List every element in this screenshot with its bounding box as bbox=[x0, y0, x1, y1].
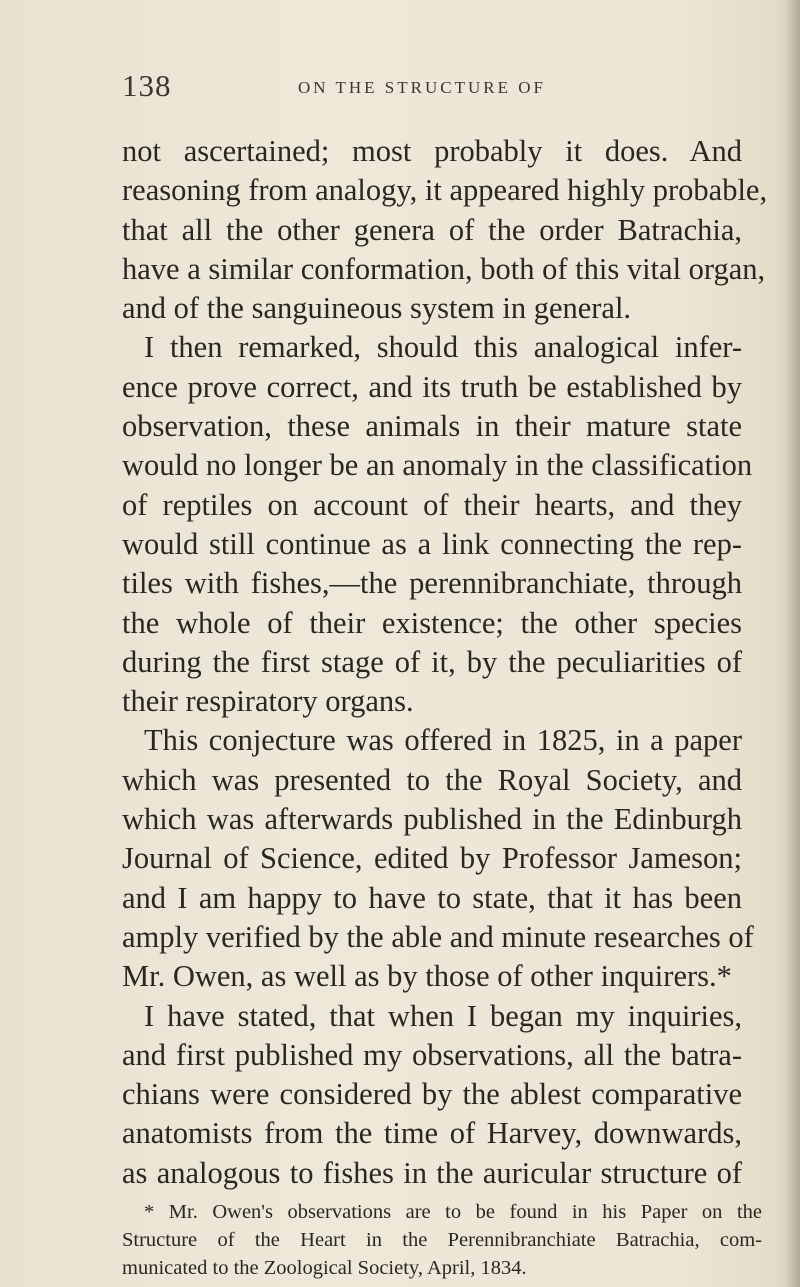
text-line: that all the other genera of the order Batrachia, bbox=[122, 212, 742, 247]
text-line: tiles with fishes,—the perennibranchiate, through bbox=[122, 566, 742, 601]
text-line: and I am happy to have to state, that it has been bbox=[122, 880, 742, 915]
text-line: which was afterwards published in the Edinburgh bbox=[122, 802, 742, 837]
text-line: ence prove correct, and its truth be established by bbox=[122, 369, 742, 404]
text-line: which was presented to the Royal Society, and bbox=[122, 762, 742, 797]
page-header bbox=[122, 68, 596, 108]
text-line: and of the sanguineous system in general. bbox=[122, 291, 632, 326]
footnote-line: * Mr. Owen's observations are to be found in his Paper on the bbox=[144, 1201, 762, 1223]
text-line: as analogous to fishes in the auricular structure of bbox=[122, 1155, 742, 1190]
text-line: I have stated, that when I began my inquiries, bbox=[144, 998, 742, 1033]
text-line: during the first stage of it, by the peculiarities of bbox=[122, 644, 742, 679]
text-line: chians were considered by the ablest comparative bbox=[122, 1077, 742, 1112]
page-edge-shadow bbox=[786, 0, 800, 1287]
text-line: of reptiles on account of their hearts, and they bbox=[122, 487, 742, 522]
text-line: Journal of Science, edited by Professor Jameson; bbox=[122, 841, 742, 876]
text-line: have a similar conformation, both of this vital organ, bbox=[122, 251, 766, 286]
text-line: the whole of their existence; the other species bbox=[122, 605, 742, 640]
footnote bbox=[122, 1198, 762, 1282]
footnote-line: municated to the Zoological Society, April, 1834. bbox=[122, 1257, 527, 1279]
text-line: I then remarked, should this analogical infer- bbox=[144, 330, 742, 365]
footnote-line: Structure of the Heart in the Perennibranchiate Batrachia, com- bbox=[122, 1229, 762, 1251]
text-line: observation, these animals in their mature state bbox=[122, 409, 742, 444]
text-line: would no longer be an anomaly in the classification bbox=[122, 448, 753, 483]
body-text bbox=[122, 132, 768, 1193]
text-line: amply verified by the able and minute researches of bbox=[122, 919, 754, 954]
text-line: This conjecture was offered in 1825, in a paper bbox=[144, 723, 742, 758]
text-line: Mr. Owen, as well as by those of other inquirers.* bbox=[122, 959, 732, 994]
running-title: ON THE STRUCTURE OF bbox=[298, 78, 546, 97]
text-line: would still continue as a link connecting the rep- bbox=[122, 526, 742, 561]
text-line: anatomists from the time of Harvey, downwards, bbox=[122, 1116, 742, 1151]
text-line: their respiratory organs. bbox=[122, 684, 414, 719]
text-line: not ascertained; most probably it does. And bbox=[122, 134, 742, 168]
page-number: 138 bbox=[122, 68, 172, 103]
text-line: and first published my observations, all the batra- bbox=[122, 1037, 742, 1072]
text-line: reasoning from analogy, it appeared highly probable, bbox=[122, 173, 768, 208]
